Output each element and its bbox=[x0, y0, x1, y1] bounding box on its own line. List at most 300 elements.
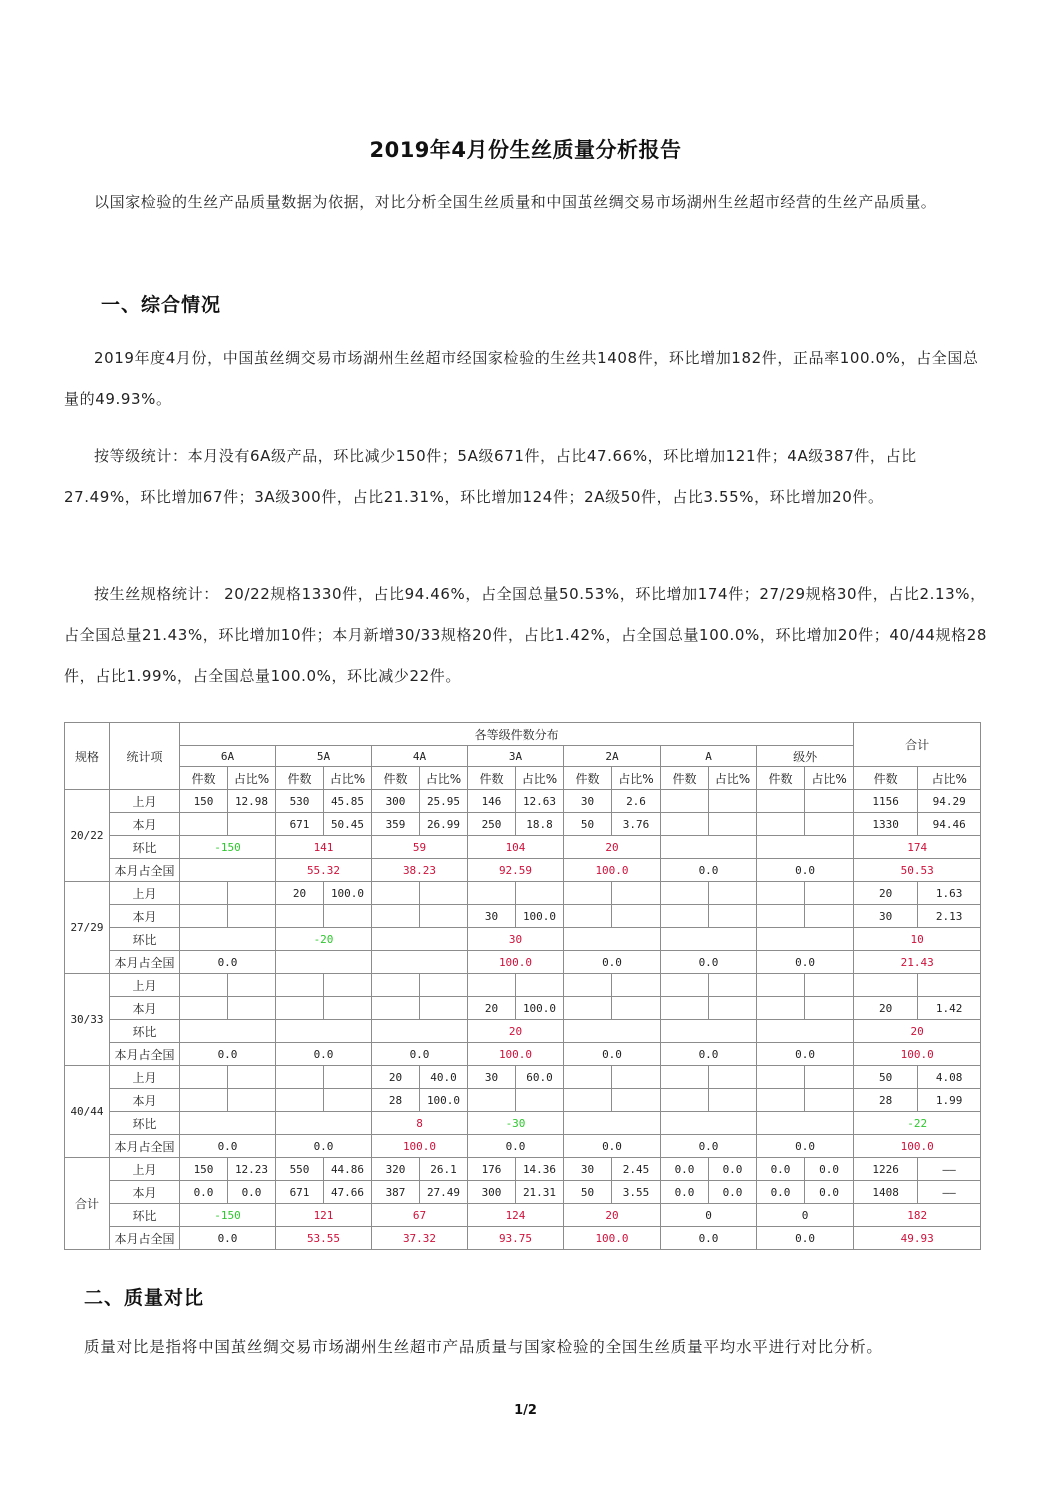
ratio-cell bbox=[709, 813, 757, 836]
count-cell bbox=[180, 1089, 228, 1112]
mom-change-cell: 20 bbox=[564, 836, 661, 859]
row-label: 上月 bbox=[110, 974, 180, 997]
ratio-cell bbox=[709, 1089, 757, 1112]
count-cell: 20 bbox=[854, 882, 918, 905]
count-cell bbox=[372, 905, 420, 928]
count-cell bbox=[757, 974, 805, 997]
mom-change-cell bbox=[564, 928, 661, 951]
table-row bbox=[65, 997, 981, 1020]
ratio-cell bbox=[709, 905, 757, 928]
count-cell: 0.0 bbox=[661, 1181, 709, 1204]
mom-change-cell bbox=[372, 928, 468, 951]
page-number: 1/2 bbox=[514, 1403, 537, 1418]
mom-change-cell bbox=[757, 836, 854, 859]
ratio-cell: 0.0 bbox=[709, 1158, 757, 1181]
count-cell bbox=[757, 882, 805, 905]
ratio-cell bbox=[612, 882, 661, 905]
national-share-cell: 0.0 bbox=[757, 1135, 854, 1158]
header-ratio: 占比% bbox=[228, 767, 276, 790]
ratio-cell: 3.76 bbox=[612, 813, 661, 836]
ratio-cell: 44.86 bbox=[324, 1158, 372, 1181]
ratio-cell bbox=[612, 905, 661, 928]
ratio-cell: 94.46 bbox=[918, 813, 981, 836]
national-share-cell: 49.93 bbox=[854, 1227, 981, 1250]
table-row bbox=[65, 1158, 981, 1181]
ratio-cell bbox=[420, 974, 468, 997]
count-cell bbox=[276, 905, 324, 928]
ratio-cell: 100.0 bbox=[324, 882, 372, 905]
header-count: 件数 bbox=[564, 767, 612, 790]
mom-change-cell bbox=[180, 928, 276, 951]
table-row bbox=[65, 790, 981, 813]
count-cell: 671 bbox=[276, 813, 324, 836]
mom-change-cell: 8 bbox=[372, 1112, 468, 1135]
national-share-cell: 100.0 bbox=[564, 859, 661, 882]
ratio-cell: 3.55 bbox=[612, 1181, 661, 1204]
count-cell bbox=[180, 997, 228, 1020]
ratio-cell: 100.0 bbox=[516, 997, 564, 1020]
ratio-cell bbox=[324, 997, 372, 1020]
ratio-cell: 4.08 bbox=[918, 1066, 981, 1089]
table-row bbox=[65, 1066, 981, 1089]
count-cell bbox=[757, 1066, 805, 1089]
table-row bbox=[65, 1043, 981, 1066]
mom-change-cell: 104 bbox=[468, 836, 564, 859]
mom-change-cell bbox=[661, 1020, 757, 1043]
count-cell: 320 bbox=[372, 1158, 420, 1181]
table-row bbox=[65, 951, 981, 974]
header-ratio: 占比% bbox=[516, 767, 564, 790]
header-ratio: 占比% bbox=[612, 767, 661, 790]
ratio-cell bbox=[228, 813, 276, 836]
ratio-cell bbox=[612, 997, 661, 1020]
count-cell: 20 bbox=[276, 882, 324, 905]
count-cell bbox=[564, 974, 612, 997]
ratio-cell bbox=[228, 882, 276, 905]
ratio-cell bbox=[324, 1089, 372, 1112]
count-cell bbox=[757, 790, 805, 813]
national-share-cell: 0.0 bbox=[372, 1043, 468, 1066]
national-share-cell: 100.0 bbox=[468, 1043, 564, 1066]
count-cell bbox=[180, 905, 228, 928]
header-count: 件数 bbox=[757, 767, 805, 790]
count-cell: 30 bbox=[564, 790, 612, 813]
row-label: 上月 bbox=[110, 1158, 180, 1181]
count-cell: 176 bbox=[468, 1158, 516, 1181]
count-cell: 150 bbox=[180, 790, 228, 813]
table-row bbox=[65, 905, 981, 928]
count-cell: 1226 bbox=[854, 1158, 918, 1181]
header-grade: 2A bbox=[564, 746, 661, 767]
national-share-cell: 0.0 bbox=[661, 859, 757, 882]
count-cell: 20 bbox=[468, 997, 516, 1020]
ratio-cell bbox=[516, 1089, 564, 1112]
count-cell: 1330 bbox=[854, 813, 918, 836]
ratio-cell bbox=[228, 997, 276, 1020]
row-label: 上月 bbox=[110, 882, 180, 905]
national-share-cell: 0.0 bbox=[564, 1043, 661, 1066]
count-cell: 146 bbox=[468, 790, 516, 813]
national-share-cell: 0.0 bbox=[661, 1227, 757, 1250]
national-share-cell: 0.0 bbox=[180, 1227, 276, 1250]
table-row bbox=[65, 836, 981, 859]
header-ratio: 占比% bbox=[918, 767, 981, 790]
spec-cell: 40/44 bbox=[65, 1066, 110, 1158]
spec-cell: 30/33 bbox=[65, 974, 110, 1066]
count-cell bbox=[180, 882, 228, 905]
national-share-cell: 0.0 bbox=[468, 1135, 564, 1158]
count-cell bbox=[564, 1089, 612, 1112]
ratio-cell: 2.6 bbox=[612, 790, 661, 813]
ratio-cell: 18.8 bbox=[516, 813, 564, 836]
ratio-cell bbox=[805, 905, 854, 928]
ratio-cell bbox=[805, 974, 854, 997]
ratio-cell bbox=[805, 882, 854, 905]
row-label: 本月 bbox=[110, 1181, 180, 1204]
count-cell bbox=[276, 974, 324, 997]
mom-change-cell bbox=[276, 1112, 372, 1135]
count-cell bbox=[564, 997, 612, 1020]
row-label: 本月占全国 bbox=[110, 859, 180, 882]
table-row bbox=[65, 882, 981, 905]
mom-change-cell bbox=[180, 1020, 276, 1043]
ratio-cell bbox=[805, 1066, 854, 1089]
count-cell bbox=[661, 1066, 709, 1089]
count-cell: 550 bbox=[276, 1158, 324, 1181]
ratio-cell: 1.99 bbox=[918, 1089, 981, 1112]
ratio-cell: 21.31 bbox=[516, 1181, 564, 1204]
ratio-cell bbox=[324, 1066, 372, 1089]
mom-change-cell: -30 bbox=[468, 1112, 564, 1135]
header-count: 件数 bbox=[372, 767, 420, 790]
count-cell bbox=[564, 882, 612, 905]
mom-change-cell bbox=[372, 1020, 468, 1043]
count-cell: 1156 bbox=[854, 790, 918, 813]
row-label: 环比 bbox=[110, 1020, 180, 1043]
count-cell: 250 bbox=[468, 813, 516, 836]
count-cell bbox=[276, 1089, 324, 1112]
count-cell: 0.0 bbox=[757, 1181, 805, 1204]
row-label: 本月占全国 bbox=[110, 1043, 180, 1066]
ratio-cell: 94.29 bbox=[918, 790, 981, 813]
mom-change-cell bbox=[180, 1112, 276, 1135]
national-share-cell: 100.0 bbox=[564, 1227, 661, 1250]
header-distribution: 各等级件数分布 bbox=[180, 723, 854, 746]
count-cell: 30 bbox=[468, 1066, 516, 1089]
mom-change-cell: 141 bbox=[276, 836, 372, 859]
ratio-cell bbox=[805, 1089, 854, 1112]
header-grade: 级外 bbox=[757, 746, 854, 767]
mom-change-cell bbox=[757, 928, 854, 951]
table-row bbox=[65, 928, 981, 951]
count-cell bbox=[468, 1089, 516, 1112]
count-cell bbox=[564, 905, 612, 928]
national-share-cell: 0.0 bbox=[180, 951, 276, 974]
count-cell: 50 bbox=[564, 813, 612, 836]
count-cell: 28 bbox=[854, 1089, 918, 1112]
national-share-cell: 100.0 bbox=[372, 1135, 468, 1158]
national-share-cell: 50.53 bbox=[854, 859, 981, 882]
count-cell bbox=[661, 997, 709, 1020]
section2-heading: 二、质量对比 bbox=[84, 1287, 205, 1309]
count-cell bbox=[372, 882, 420, 905]
row-label: 本月 bbox=[110, 1089, 180, 1112]
national-share-cell: 100.0 bbox=[854, 1043, 981, 1066]
table-row bbox=[65, 1135, 981, 1158]
count-cell: 300 bbox=[372, 790, 420, 813]
row-label: 环比 bbox=[110, 1112, 180, 1135]
national-share-cell bbox=[276, 951, 372, 974]
ratio-cell bbox=[516, 882, 564, 905]
header-grade: 4A bbox=[372, 746, 468, 767]
count-cell: 30 bbox=[468, 905, 516, 928]
count-cell bbox=[180, 1066, 228, 1089]
ratio-cell: 12.98 bbox=[228, 790, 276, 813]
ratio-cell: 40.0 bbox=[420, 1066, 468, 1089]
national-share-cell: 92.59 bbox=[468, 859, 564, 882]
ratio-cell: —— bbox=[918, 1158, 981, 1181]
mom-change-cell: -150 bbox=[180, 1204, 276, 1227]
header-item: 统计项 bbox=[110, 723, 180, 790]
national-share-cell: 53.55 bbox=[276, 1227, 372, 1250]
count-cell bbox=[661, 974, 709, 997]
row-label: 环比 bbox=[110, 836, 180, 859]
ratio-cell bbox=[805, 790, 854, 813]
row-label: 本月占全国 bbox=[110, 1135, 180, 1158]
mom-change-cell bbox=[757, 1020, 854, 1043]
national-share-cell bbox=[372, 951, 468, 974]
national-share-cell: 0.0 bbox=[757, 1043, 854, 1066]
count-cell: 0.0 bbox=[661, 1158, 709, 1181]
count-cell bbox=[661, 1089, 709, 1112]
quality-comparison-paragraph: 质量对比是指将中国茧丝绸交易市场湖州生丝超市产品质量与国家检验的全国生丝质量平均水平进行对比分析。 bbox=[84, 1338, 883, 1356]
mom-change-cell bbox=[564, 1112, 661, 1135]
ratio-cell: —— bbox=[918, 1181, 981, 1204]
table-row bbox=[65, 813, 981, 836]
ratio-cell: 26.1 bbox=[420, 1158, 468, 1181]
overview-paragraph: 2019年度4月份，中国茧丝绸交易市场湖州生丝超市经国家检验的生丝共1408件，环比增加182件，正品率100.0%，占全国总量的49.93%。 bbox=[64, 349, 979, 408]
table-row bbox=[65, 1204, 981, 1227]
national-share-cell: 38.23 bbox=[372, 859, 468, 882]
national-share-cell: 100.0 bbox=[854, 1135, 981, 1158]
row-label: 本月占全国 bbox=[110, 1227, 180, 1250]
ratio-cell bbox=[228, 1066, 276, 1089]
count-cell bbox=[372, 974, 420, 997]
national-share-cell: 55.32 bbox=[276, 859, 372, 882]
ratio-cell bbox=[918, 974, 981, 997]
header-ratio: 占比% bbox=[709, 767, 757, 790]
ratio-cell bbox=[709, 1066, 757, 1089]
header-grade: 6A bbox=[180, 746, 276, 767]
table-row bbox=[65, 859, 981, 882]
ratio-cell bbox=[612, 1066, 661, 1089]
ratio-cell bbox=[420, 997, 468, 1020]
ratio-cell: 27.49 bbox=[420, 1181, 468, 1204]
count-cell: 359 bbox=[372, 813, 420, 836]
mom-change-cell bbox=[661, 1112, 757, 1135]
count-cell bbox=[564, 1066, 612, 1089]
count-cell: 387 bbox=[372, 1181, 420, 1204]
mom-change-cell: 20 bbox=[468, 1020, 564, 1043]
mom-change-cell: -22 bbox=[854, 1112, 981, 1135]
ratio-cell: 100.0 bbox=[516, 905, 564, 928]
ratio-cell bbox=[420, 905, 468, 928]
count-cell bbox=[757, 813, 805, 836]
header-count: 件数 bbox=[180, 767, 228, 790]
spec-cell: 合计 bbox=[65, 1158, 110, 1250]
count-cell: 0.0 bbox=[757, 1158, 805, 1181]
count-cell: 300 bbox=[468, 1181, 516, 1204]
count-cell bbox=[757, 997, 805, 1020]
count-cell bbox=[757, 905, 805, 928]
count-cell bbox=[276, 997, 324, 1020]
row-label: 环比 bbox=[110, 928, 180, 951]
ratio-cell bbox=[612, 974, 661, 997]
count-cell: 150 bbox=[180, 1158, 228, 1181]
table-row bbox=[65, 1112, 981, 1135]
report-title: 2019年4月份生丝质量分析报告 bbox=[369, 138, 682, 162]
header-ratio: 占比% bbox=[420, 767, 468, 790]
ratio-cell bbox=[228, 1089, 276, 1112]
mom-change-cell: 20 bbox=[564, 1204, 661, 1227]
national-share-cell: 37.32 bbox=[372, 1227, 468, 1250]
ratio-cell: 45.85 bbox=[324, 790, 372, 813]
header-ratio: 占比% bbox=[324, 767, 372, 790]
count-cell bbox=[661, 905, 709, 928]
spec-stats-paragraph: 按生丝规格统计： 20/22规格1330件，占比94.46%，占全国总量50.53%，环比增加174件；27/29规格30件，占比2.13%，占全国总量21.43%，环比增加10件；本月新增30/33规格20件，占比1.42%，占全国总量100.0%，环比增加20件；40/44规格28件，占比1.99%，占全国总量100.0%，环比减少22件。 bbox=[64, 585, 988, 685]
national-share-cell: 93.75 bbox=[468, 1227, 564, 1250]
national-share-cell: 0.0 bbox=[661, 951, 757, 974]
ratio-cell bbox=[612, 1089, 661, 1112]
count-cell bbox=[661, 882, 709, 905]
mom-change-cell: 20 bbox=[854, 1020, 981, 1043]
row-label: 本月 bbox=[110, 997, 180, 1020]
mom-change-cell: 124 bbox=[468, 1204, 564, 1227]
count-cell bbox=[757, 1089, 805, 1112]
table-row bbox=[65, 1020, 981, 1043]
count-cell bbox=[661, 813, 709, 836]
ratio-cell bbox=[709, 997, 757, 1020]
ratio-cell: 14.36 bbox=[516, 1158, 564, 1181]
row-label: 上月 bbox=[110, 790, 180, 813]
row-label: 本月 bbox=[110, 905, 180, 928]
header-count: 件数 bbox=[661, 767, 709, 790]
count-cell bbox=[468, 882, 516, 905]
ratio-cell bbox=[709, 882, 757, 905]
count-cell: 20 bbox=[854, 997, 918, 1020]
national-share-cell bbox=[180, 859, 276, 882]
ratio-cell: 0.0 bbox=[805, 1181, 854, 1204]
mom-change-cell: 0 bbox=[757, 1204, 854, 1227]
spec-cell: 20/22 bbox=[65, 790, 110, 882]
national-share-cell: 0.0 bbox=[276, 1135, 372, 1158]
ratio-cell bbox=[709, 790, 757, 813]
count-cell bbox=[661, 790, 709, 813]
ratio-cell: 100.0 bbox=[420, 1089, 468, 1112]
count-cell bbox=[854, 974, 918, 997]
national-share-cell: 100.0 bbox=[468, 951, 564, 974]
national-share-cell: 0.0 bbox=[564, 1135, 661, 1158]
count-cell: 1408 bbox=[854, 1181, 918, 1204]
mom-change-cell: 182 bbox=[854, 1204, 981, 1227]
mom-change-cell bbox=[276, 1020, 372, 1043]
intro-paragraph: 以国家检验的生丝产品质量数据为依据，对比分析全国生丝质量和中国茧丝绸交易市场湖州生丝超市经营的生丝产品质量。 bbox=[94, 193, 937, 211]
ratio-cell: 1.63 bbox=[918, 882, 981, 905]
national-share-cell: 0.0 bbox=[757, 1227, 854, 1250]
mom-change-cell: 59 bbox=[372, 836, 468, 859]
ratio-cell: 2.45 bbox=[612, 1158, 661, 1181]
national-share-cell: 0.0 bbox=[757, 859, 854, 882]
mom-change-cell bbox=[661, 928, 757, 951]
ratio-cell: 25.95 bbox=[420, 790, 468, 813]
national-share-cell: 0.0 bbox=[180, 1043, 276, 1066]
ratio-cell bbox=[228, 974, 276, 997]
national-share-cell: 0.0 bbox=[276, 1043, 372, 1066]
spec-cell: 27/29 bbox=[65, 882, 110, 974]
count-cell: 530 bbox=[276, 790, 324, 813]
grade-stats-paragraph: 按等级统计：本月没有6A级产品，环比减少150件；5A级671件，占比47.66%，环比增加121件；4A级387件，占比27.49%，环比增加67件；3A级300件，占比21.31%，环比增加124件；2A级50件，占比3.55%，环比增加20件。 bbox=[64, 447, 917, 506]
ratio-cell: 50.45 bbox=[324, 813, 372, 836]
count-cell bbox=[180, 974, 228, 997]
ratio-cell bbox=[324, 905, 372, 928]
count-cell: 20 bbox=[372, 1066, 420, 1089]
ratio-cell: 26.99 bbox=[420, 813, 468, 836]
header-count: 件数 bbox=[468, 767, 516, 790]
count-cell bbox=[372, 997, 420, 1020]
count-cell: 0.0 bbox=[180, 1181, 228, 1204]
national-share-cell: 21.43 bbox=[854, 951, 981, 974]
mom-change-cell bbox=[564, 1020, 661, 1043]
national-share-cell: 0.0 bbox=[564, 951, 661, 974]
count-cell bbox=[276, 1066, 324, 1089]
ratio-cell bbox=[516, 974, 564, 997]
count-cell: 50 bbox=[564, 1181, 612, 1204]
mom-change-cell: -150 bbox=[180, 836, 276, 859]
ratio-cell: 0.0 bbox=[709, 1181, 757, 1204]
table-row bbox=[65, 1181, 981, 1204]
ratio-cell: 1.42 bbox=[918, 997, 981, 1020]
table-row bbox=[65, 1227, 981, 1250]
national-share-cell: 0.0 bbox=[757, 951, 854, 974]
count-cell: 50 bbox=[854, 1066, 918, 1089]
mom-change-cell: 30 bbox=[468, 928, 564, 951]
row-label: 上月 bbox=[110, 1066, 180, 1089]
ratio-cell: 60.0 bbox=[516, 1066, 564, 1089]
ratio-cell: 12.23 bbox=[228, 1158, 276, 1181]
ratio-cell bbox=[805, 813, 854, 836]
ratio-cell: 0.0 bbox=[228, 1181, 276, 1204]
count-cell: 30 bbox=[564, 1158, 612, 1181]
ratio-cell bbox=[324, 974, 372, 997]
header-ratio: 占比% bbox=[805, 767, 854, 790]
ratio-cell bbox=[228, 905, 276, 928]
header-total: 合计 bbox=[854, 723, 981, 767]
ratio-cell: 0.0 bbox=[805, 1158, 854, 1181]
mom-change-cell: -20 bbox=[276, 928, 372, 951]
section1-heading: 一、综合情况 bbox=[101, 294, 222, 316]
ratio-cell bbox=[709, 974, 757, 997]
header-grade: 3A bbox=[468, 746, 564, 767]
row-label: 本月 bbox=[110, 813, 180, 836]
header-grade: A bbox=[661, 746, 757, 767]
grade-distribution-table bbox=[64, 722, 981, 1250]
header-grade: 5A bbox=[276, 746, 372, 767]
mom-change-cell: 0 bbox=[661, 1204, 757, 1227]
row-label: 环比 bbox=[110, 1204, 180, 1227]
ratio-cell: 12.63 bbox=[516, 790, 564, 813]
ratio-cell: 2.13 bbox=[918, 905, 981, 928]
count-cell bbox=[468, 974, 516, 997]
